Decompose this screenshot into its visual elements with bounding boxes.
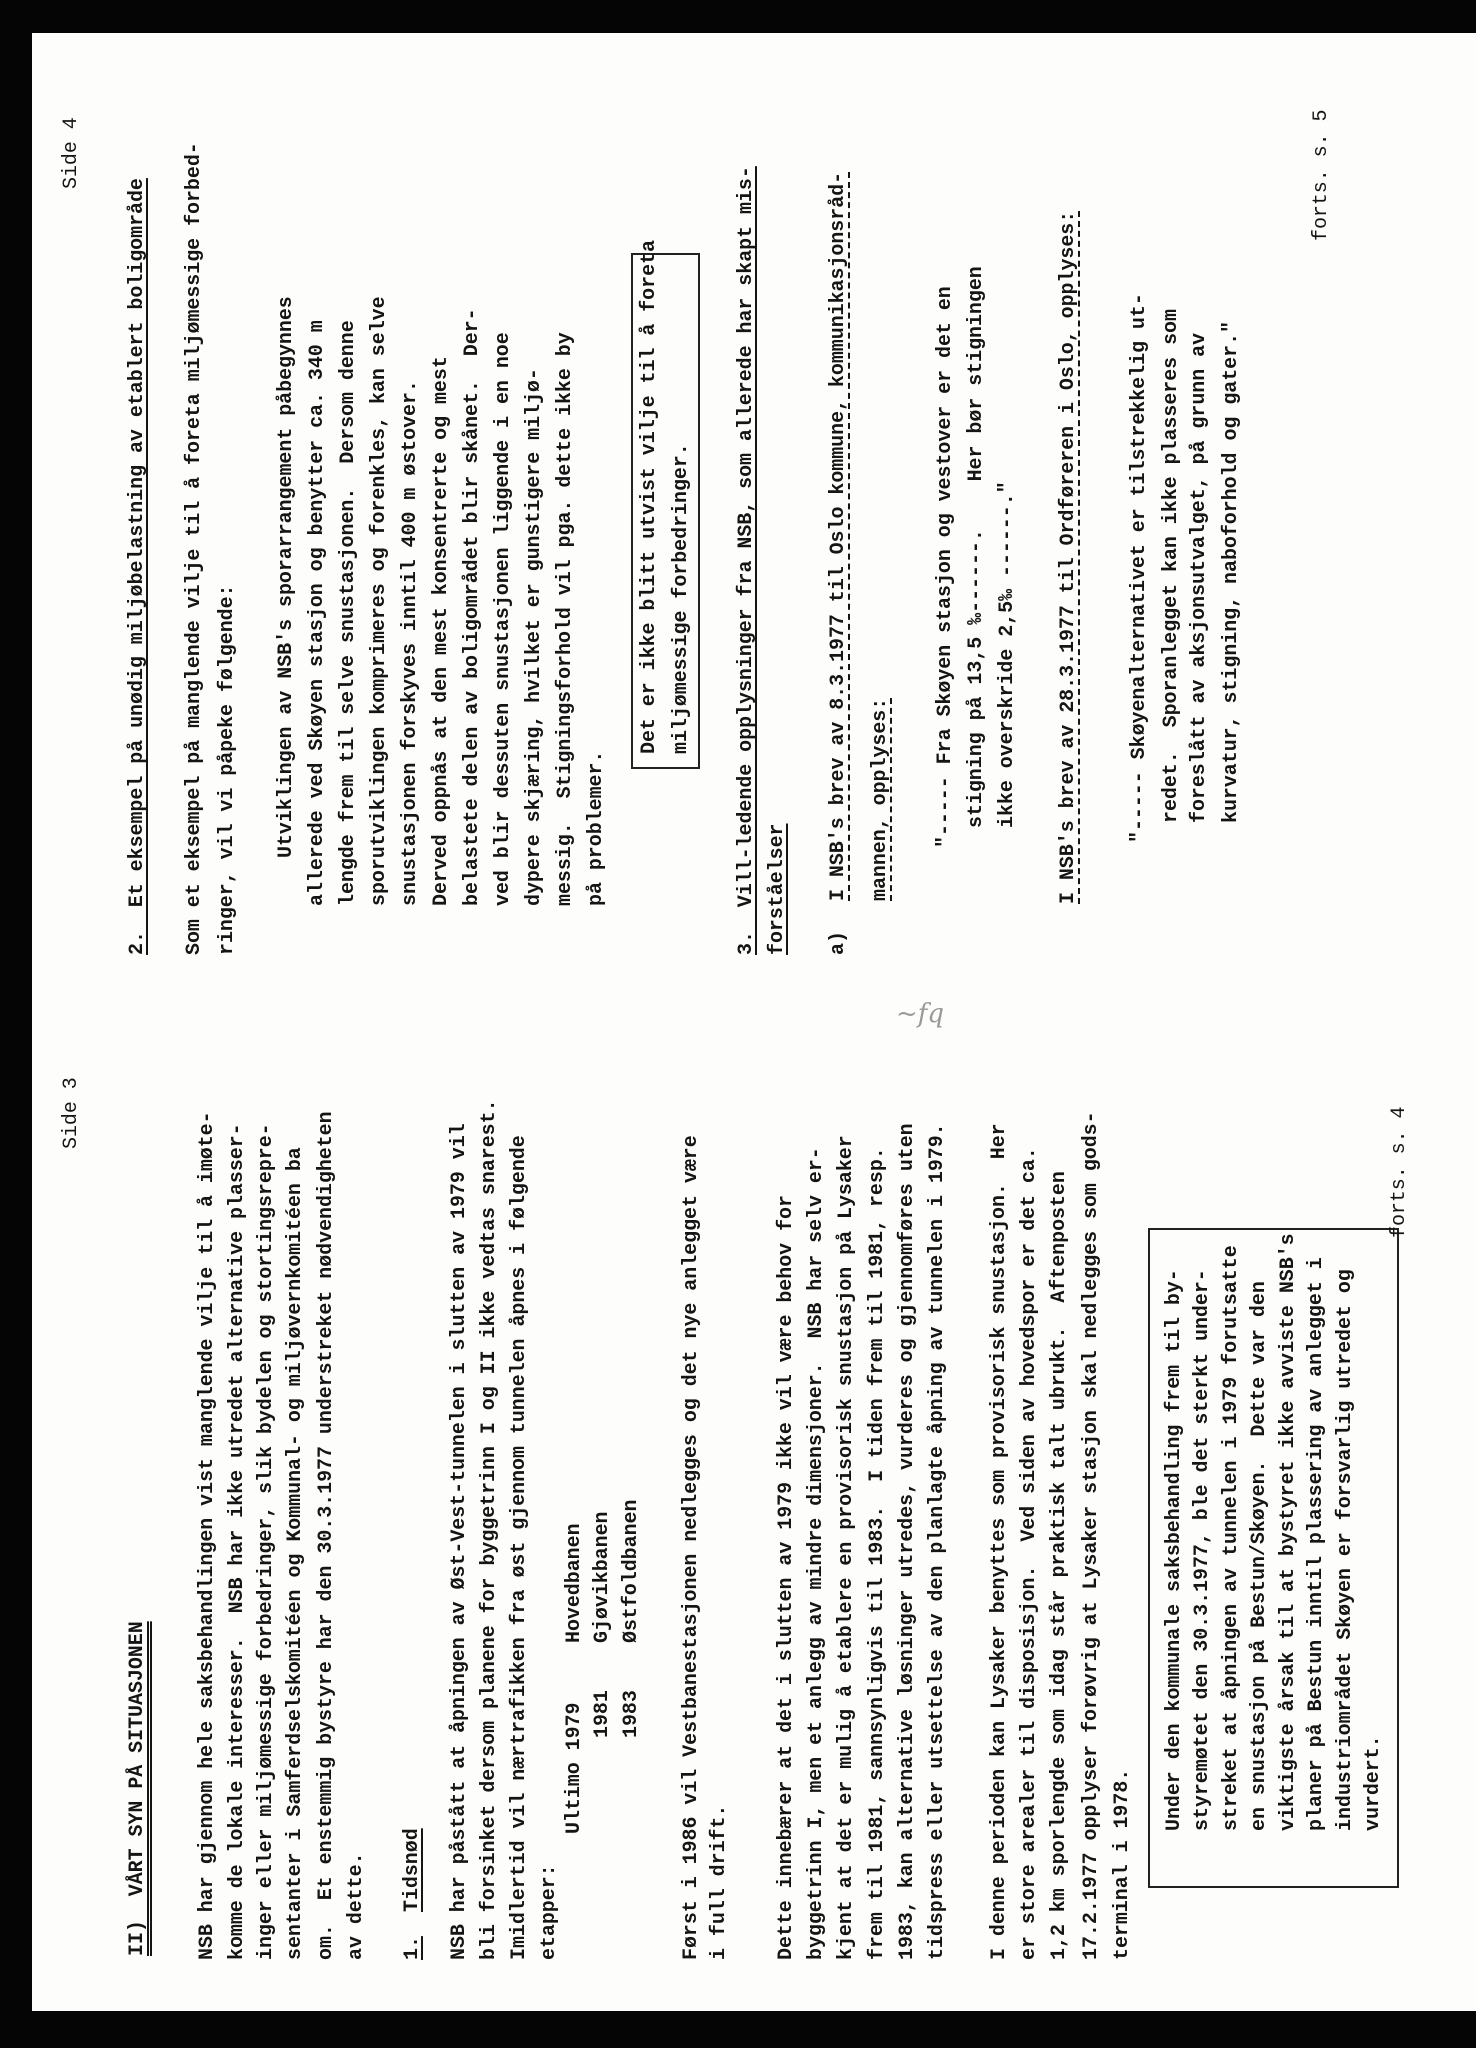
text-line: sporutviklingen komprimeres og forenkles, kan selve bbox=[368, 296, 391, 906]
section-heading: II) VÅRT SYN PÅ SITUASJONEN bbox=[126, 1621, 149, 1956]
text-line: Dette innebærer at det i slutten av 1979 ikke vil være behov for bbox=[775, 1195, 798, 1960]
text-line: Først i 1986 vil Vestbanestasjonen nedlegges og det nye anlegget være bbox=[680, 1135, 703, 1960]
text-line: Utviklingen av NSB's sporarrangement påbegynnes bbox=[275, 296, 298, 858]
quote-line: stigning på 13,5 ‰------. Her bør stigningen bbox=[965, 266, 988, 828]
text-line: allerede ved Skøyen stasjon og benytter ca. 340 m bbox=[306, 320, 329, 906]
page-number: Side 3 bbox=[60, 1077, 83, 1149]
text-line: av dette. bbox=[345, 1852, 368, 1960]
text-line: Imidlertid vil nærtrafikken fra øst gjennom tunnelen åpnes i følgende bbox=[508, 1135, 531, 1960]
subsection-number: 1. bbox=[401, 1936, 424, 1960]
text-line: lengde frem til selve snustasjonen. Dersom denne bbox=[337, 320, 360, 906]
list-marker: a) bbox=[827, 931, 850, 955]
box-line: Under den kommunale saksbehandling frem til by- bbox=[1163, 1269, 1186, 1831]
page-number: Side 4 bbox=[60, 117, 83, 189]
text-line: mannen, opplyses: bbox=[869, 697, 892, 901]
scan-edge bbox=[0, 2011, 1476, 2048]
section-heading: 2. Et eksempel på unødig miljøbelastning av etablert boligområde bbox=[126, 178, 149, 955]
continued-note: forts. s. 4 bbox=[1388, 1106, 1411, 1238]
schedule-date: 1981 bbox=[591, 1690, 614, 1738]
text-line: I NSB's brev av 28.3.1977 til Ordføreren i Oslo, opplyses: bbox=[1057, 210, 1080, 904]
box-line: viktigste årsak til at bystyret ikke avviste NSB's bbox=[1277, 1233, 1300, 1831]
quote-line: kurvatur, stigning, naboforhold og gater." bbox=[1220, 321, 1243, 823]
schedule-line: Hovedbanen bbox=[563, 1523, 586, 1643]
text-line: I denne perioden kan Lysaker benyttes som provisorisk snustasjon. Her bbox=[988, 1123, 1011, 1960]
text-line: inger eller miljømessige forbedringer, slik bydelen og stortingsrepre- bbox=[255, 1123, 278, 1960]
text-line: I NSB's brev av 8.3.1977 til Oslo kommune, kommunikasjonsråd- bbox=[827, 171, 850, 901]
text-line: er store arealer til disposisjon. Ved siden av hovedspor er det ca. bbox=[1018, 1147, 1041, 1960]
text-line: belastete delen av boligområdet blir skånet. Der- bbox=[461, 308, 484, 906]
handwritten-initials: ~fq bbox=[895, 998, 945, 1029]
text-line: snustasjonen forskyves inntil 400 m østover. bbox=[399, 380, 422, 906]
text-line: ringer, vil vi påpeke følgende: bbox=[216, 584, 239, 955]
box-line: Det er ikke blitt utvist vilje til å foreta bbox=[638, 240, 661, 754]
scan-edge bbox=[0, 0, 32, 2048]
text-line: sentanter i Samferdselskomitéen og Kommunal- og miljøvernkomitéen ba bbox=[284, 1147, 307, 1960]
schedule-line: Østfoldbanen bbox=[620, 1499, 643, 1643]
text-line: NSB har påstått at åpningen av Øst-Vest-tunnelen i slutten av 1979 vil bbox=[448, 1123, 471, 1960]
text-line: 1,2 km sporlengde som idag står praktisk talt ubrukt. Aftenposten bbox=[1048, 1171, 1071, 1960]
text-line: tidspress eller utsettelse av den planlagte åpning av tunnelen i 1979. bbox=[926, 1123, 949, 1960]
text-line: byggetrinn I, men et anlegg av mindre dimensjoner. NSB har selv er- bbox=[805, 1147, 828, 1960]
box-line: streket at åpningen av tunnelen i 1979 forutsatte bbox=[1220, 1245, 1243, 1831]
box-line: vurdert. bbox=[1362, 1735, 1385, 1831]
text-line: 1983, kan alternative løsninger utredes, vurderes og gjennomføres uten bbox=[896, 1123, 919, 1960]
text-line: om. Et enstemmig bystyre har den 30.3.1977 understreket nødvendigheten bbox=[315, 1111, 338, 1960]
text-line: terminal i 1978. bbox=[1111, 1768, 1134, 1960]
text-line: i full drift. bbox=[708, 1804, 731, 1960]
text-line: messig. Stigningsforhold vil pga. dette ikke by bbox=[554, 332, 577, 906]
subsection-title: Tidsnød bbox=[401, 1828, 424, 1912]
schedule-date: 1983 bbox=[620, 1690, 643, 1738]
text-line: Som et eksempel på manglende vilje til å foreta miljømessige forbed- bbox=[183, 142, 206, 955]
quote-line: foreslått av aksjonsutvalget, på grunn av bbox=[1188, 332, 1211, 823]
box-line: styremøtet den 30.3.1977, ble det sterkt under- bbox=[1191, 1269, 1214, 1831]
text-line: 17.2.1977 opplyser forøvrig at Lysaker stasjon skal nedlegges som gods- bbox=[1080, 1111, 1103, 1960]
text-line: frem til 1981, sannsynligvis til 1983. I tiden frem til 1981, resp. bbox=[866, 1147, 889, 1960]
quote-line: "----- Skøyenalternativet er tilstrekkelig ut- bbox=[1128, 293, 1151, 843]
text-line: på problemer. bbox=[585, 750, 608, 906]
text-line: bli forsinket dersom planene for byggetrinn I og II ikke vedtas snarest. bbox=[478, 1099, 501, 1960]
section-heading: forståelser bbox=[766, 823, 789, 955]
quote-line: "----- Fra Skøyen stasjon og vestover er det en bbox=[934, 286, 957, 848]
text-line: etapper: bbox=[538, 1864, 561, 1960]
text-line: komme de lokale interesser. NSB har ikke utredet alternative plasser- bbox=[226, 1123, 249, 1960]
box-line: en snustasjon på Bestun/Skøyen. Dette var den bbox=[1248, 1281, 1271, 1831]
box-line: industriområdet Skøyen er forsvarlig utredet og bbox=[1334, 1269, 1357, 1831]
text-line: Derved oppnås at den mest konsentrerte og mest bbox=[430, 356, 453, 906]
quote-line: redet. Sporanlegget kan ikke plasseres som bbox=[1160, 309, 1183, 823]
scan-edge bbox=[0, 0, 1476, 33]
section-heading: 3. Vill-ledende opplysninger fra NSB, som allerede har skapt mis- bbox=[735, 166, 758, 955]
text-line: NSB har gjennom hele saksbehandlingen vist manglende vilje til å imøte- bbox=[196, 1111, 219, 1960]
box-line: miljømessige forbedringer. bbox=[670, 443, 693, 754]
text-line: dypere skjæring, hvilket er gunstigere miljø- bbox=[523, 368, 546, 906]
continued-note: forts. s. 5 bbox=[1310, 109, 1333, 241]
schedule-line: Gjøvikbanen bbox=[591, 1511, 614, 1643]
schedule-date: Ultimo 1979 bbox=[563, 1702, 586, 1834]
box-line: planer på Bestun inntil plassering av anlegget i bbox=[1305, 1257, 1328, 1831]
quote-line: ikke overskride 2,5‰ ------." bbox=[996, 481, 1019, 828]
text-line: kjent at det er mulig å etablere en provisorisk snustasjon på Lysaker bbox=[835, 1135, 858, 1960]
text-line: ved blir dessuten snustasjonen liggende i en noe bbox=[492, 332, 515, 906]
